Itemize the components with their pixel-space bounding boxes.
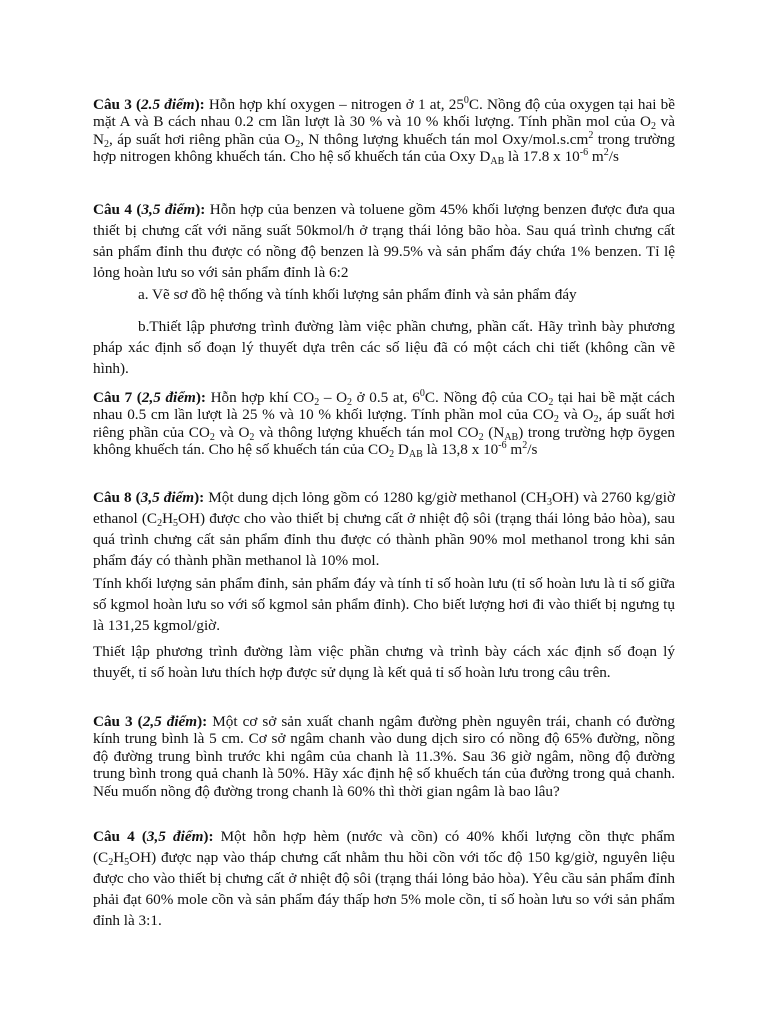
text-run: là 17.8 x 10 bbox=[504, 148, 580, 166]
subscript: 5 bbox=[173, 518, 179, 529]
superscript: 2 bbox=[588, 129, 594, 141]
text-run: Một dung dịch lỏng gồm có 1280 kg/giờ methanol (CH bbox=[204, 489, 547, 506]
subscript: 5 bbox=[124, 857, 130, 868]
text-run: ) trong trường hợp ōygen không khuếch tán. Cho hệ số khuếch tán của CO bbox=[93, 423, 675, 459]
bold-text: ): bbox=[194, 96, 205, 113]
question-3-oxygen-nitrogen bbox=[93, 96, 675, 166]
text-run: C. Nồng độ của oxygen tại hai bề mặt A và B cách nhau 0.2 cm lần lượt là 30 % và 10 % khối lượng. Tính phần mol của O bbox=[93, 96, 675, 131]
score-text: 3,5 điểm bbox=[141, 201, 196, 218]
superscript: 2 bbox=[522, 440, 528, 452]
text-run: /s bbox=[527, 441, 538, 459]
score-text: 3,5 điểm bbox=[140, 489, 195, 506]
text-run: Hỗn hợp khí CO bbox=[205, 389, 315, 406]
score-text: 2,5 điểm bbox=[142, 713, 198, 730]
score-text: 3,5 điểm bbox=[146, 828, 204, 845]
text-run: H bbox=[113, 849, 125, 866]
text-run: OH) được cho vào thiết bị chưng cất ở nhiệt độ sôi (trạng thái lỏng bảo hòa), sau quá trình chưng cất sản phẩm đỉnh thu được có thành phần 90% mol methanol trong khi sản phẩm đáy có thành phần methanol là 10% mol. bbox=[93, 510, 676, 569]
bold-text: ): bbox=[195, 389, 206, 406]
question-8-operating-line bbox=[93, 641, 675, 683]
subscript: 2 bbox=[314, 397, 320, 408]
subscript: 3 bbox=[546, 497, 552, 508]
subscript: AB bbox=[504, 431, 519, 443]
text-run: C. Nồng độ của CO bbox=[424, 389, 549, 406]
text-run: Một cơ sở sản xuất chanh ngâm đường phèn nguyên trái, chanh có đường kính trung bình là 5 cm. Cơ sở ngâm chanh vào dung dịch siro có nồng độ 65% đường, nồng độ đường trung bình trước khi ngâm của chanh là 11.3%. Sau 36 giờ ngâm, nồng độ đường trung bình trong quả chanh là 50%. Hãy xác định hệ số khuếch tán của đường trong quả chanh. Nếu muốn nồng độ đường trong chanh là 60% thì thời gian ngâm là bao lâu? bbox=[93, 713, 675, 800]
text-run: – O bbox=[319, 389, 348, 406]
bold-text: Câu 3 ( bbox=[93, 713, 143, 730]
text-run: OH) và 2760 kg/giờ ethanol (C bbox=[93, 489, 675, 527]
text-run: là 13,8 x 10 bbox=[422, 441, 499, 459]
text-run: Hỗn hợp khí oxygen – nitrogen ở 1 at, 25 bbox=[204, 96, 464, 113]
text-run: trong trường hợp nitrogen không khuếch tán. Cho hệ số khuếch tán của Oxy D bbox=[93, 130, 675, 166]
text-run: , áp suất hơi riêng phần của CO bbox=[93, 406, 675, 441]
text-run: H bbox=[162, 510, 174, 527]
question-8-mass-calculation bbox=[93, 573, 675, 636]
score-text: 2.5 điểm bbox=[141, 96, 195, 113]
text-run: và N bbox=[93, 113, 675, 148]
subscript: 2 bbox=[209, 431, 215, 443]
subscript: AB bbox=[490, 156, 505, 168]
subscript: 2 bbox=[553, 414, 559, 426]
text-run: a. Vẽ sơ đồ hệ thống và tính khối lượng sản phẩm đỉnh và sản phẩm đáy bbox=[138, 286, 577, 303]
text-run: Thiết lập phương trình đường làm việc phần chưng và trình bày cách xác định số đoạn lý thuyết, tỉ số hoàn lưu thích hợp được sử dụng là kết quả tỉ số hoàn lưu trong câu trên. bbox=[93, 643, 675, 681]
subscript: 2 bbox=[347, 397, 353, 408]
question-4-benzen-toluene bbox=[93, 199, 675, 283]
superscript: 2 bbox=[603, 147, 609, 159]
bold-text: Câu 4 ( bbox=[93, 828, 147, 845]
bold-text: ): bbox=[203, 828, 214, 845]
superscript: -6 bbox=[498, 440, 507, 452]
subscript: 2 bbox=[108, 857, 114, 868]
text-run: Hỗn hợp của benzen và toluene gồm 45% khối lượng benzen được đưa qua thiết bị chưng cất với năng suất 50kmol/h ở trạng thái lỏng bão hòa. Sau quá trình chưng cất sản phẩm đỉnh thu được có nồng độ benzen là 99.5% và sản phẩm đáy chứa 1% benzen. Tỉ lệ lỏng hoàn lưu so với sản phẩm đỉnh là 6:2 bbox=[93, 201, 675, 281]
question-4-part-a bbox=[138, 286, 675, 303]
subscript: 2 bbox=[548, 397, 554, 408]
subscript: 2 bbox=[249, 431, 255, 443]
question-4-part-b bbox=[93, 316, 675, 379]
text-run: (N bbox=[483, 423, 505, 441]
superscript: 0 bbox=[463, 95, 469, 106]
subscript: 2 bbox=[593, 414, 599, 426]
text-run: /s bbox=[608, 148, 619, 166]
bold-text: ): bbox=[197, 713, 208, 730]
bold-text: ): bbox=[195, 201, 206, 218]
question-4-alcohol-water bbox=[93, 826, 675, 931]
subscript: AB bbox=[408, 449, 423, 461]
question-8-methanol-ethanol bbox=[93, 487, 675, 571]
bold-text: Câu 4 ( bbox=[93, 201, 142, 218]
text-run: m bbox=[506, 441, 523, 459]
text-run: m bbox=[588, 148, 604, 166]
text-run: và O bbox=[558, 406, 594, 424]
text-run: , N thông lượng khuếch tán mol Oxy/mol.s.cm bbox=[300, 130, 589, 148]
question-7-co2-o2 bbox=[93, 389, 675, 459]
text-run: Tính khối lượng sản phẩm đỉnh, sản phẩm đáy và tính tỉ số hoàn lưu (tỉ số hoàn lưu là tỉ số giữa số kgmol hoàn lưu so với số kgmol sản phẩm đỉnh). Cho biết lượng hơi đi vào thiết bị ngưng tụ là 131,25 kgmol/giờ. bbox=[93, 575, 675, 634]
text-run: và O bbox=[214, 423, 250, 441]
subscript: 2 bbox=[157, 518, 163, 529]
subscript: 2 bbox=[295, 138, 301, 150]
text-run: Một hỗn hợp hèm (nước và cồn) có 40% khối lượng cồn thực phẩm (C bbox=[93, 828, 675, 866]
superscript: -6 bbox=[579, 147, 589, 159]
superscript: 0 bbox=[419, 388, 425, 399]
text-run: và thông lượng khuếch tán mol CO bbox=[254, 423, 479, 441]
subscript: 2 bbox=[389, 449, 395, 461]
bold-text: Câu 3 ( bbox=[93, 96, 142, 113]
bold-text: Câu 8 ( bbox=[93, 489, 141, 506]
text-run: tại hai bề mặt cách nhau 0.5 cm lần lượt là 25 % và 10 % khối lượng. Tính phần mol của CO bbox=[93, 389, 675, 424]
text-run: b.Thiết lập phương trình đường làm việc phần chưng, phần cất. Hãy trình bày phương pháp xác định số đoạn lý thuyết dựa trên các số liệu đã có một cách chi tiết (không cần vẽ hình). bbox=[93, 318, 675, 377]
score-text: 2,5 điểm bbox=[141, 389, 196, 406]
subscript: 2 bbox=[651, 121, 656, 133]
text-run: , áp suất hơi riêng phần của O bbox=[108, 130, 296, 148]
text-run: OH) được nạp vào tháp chưng cất nhằm thu hồi cồn với tốc độ 150 kg/giờ, nguyên liệu được cho vào thiết bị chưng cất ở nhiệt độ sôi (trạng thái lỏng bảo hòa). Yêu cầu sản phẩm đỉnh phải đạt 60% mole cồn và sản phẩm đáy thấp hơn 5% mole cồn, tỉ số hoàn lưu so với sản phẩm đỉnh là 3:1. bbox=[93, 849, 675, 929]
subscript: 2 bbox=[478, 431, 484, 443]
question-3-lemon-syrup bbox=[93, 713, 675, 800]
text-run: ở 0.5 at, 6 bbox=[352, 389, 420, 406]
bold-text: ): bbox=[194, 489, 205, 506]
bold-text: Câu 7 ( bbox=[93, 389, 142, 406]
text-run: D bbox=[394, 441, 409, 459]
subscript: 2 bbox=[103, 138, 109, 150]
